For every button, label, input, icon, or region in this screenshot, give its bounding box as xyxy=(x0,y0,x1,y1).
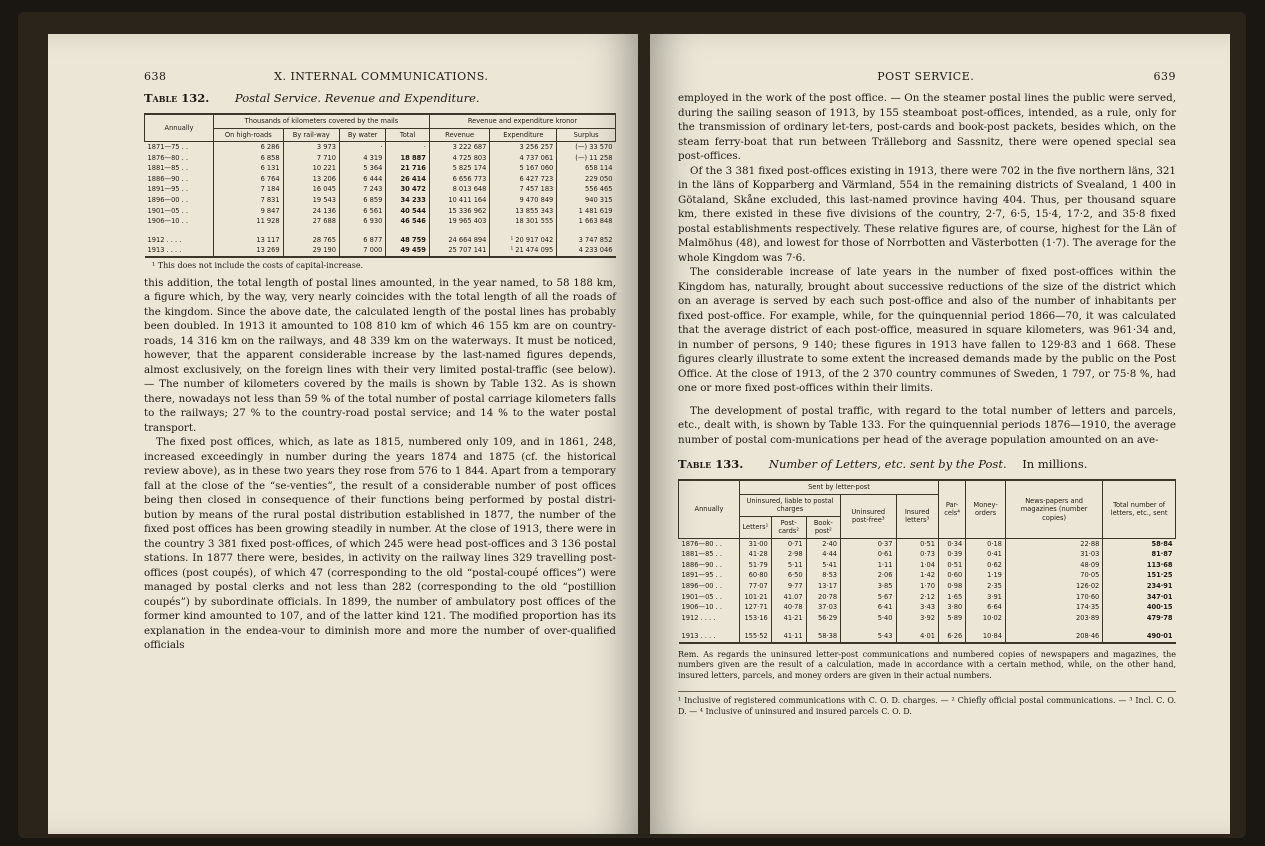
table-cell: 16 045 xyxy=(283,184,339,195)
table-cell: 3 222 687 xyxy=(429,142,489,153)
table-cell: 1·04 xyxy=(896,560,938,571)
table-cell: 26 414 xyxy=(386,174,430,185)
table-cell: 126·02 xyxy=(1005,581,1102,592)
table-cell: 3·80 xyxy=(938,602,965,613)
table-cell: 940 315 xyxy=(557,195,616,206)
table-cell: 3 256 257 xyxy=(490,142,557,153)
table-cell: 6 656 773 xyxy=(429,174,489,185)
table-cell: 13 269 xyxy=(214,245,284,257)
table-cell: 1886—90 . . xyxy=(147,173,188,183)
table-132-title xyxy=(144,91,616,105)
table-cell: 7 831 xyxy=(214,195,284,206)
table-cell: 22·88 xyxy=(1005,538,1102,549)
table-cell: 13 855 343 xyxy=(490,206,557,217)
table-row xyxy=(145,184,616,195)
left-paragraph-1: this addition, the total length of postal lines amounted, in the year named, to 58 188 km, a figure which, by the way, very nearly coincides with the total length of all the roads of the kingdom. Since the above date, the calculated length of the postal lines has probably been doubled. In 1913 it amounted to 108 810 km of which 46 155 km are on country-roads, 14 316 km on the railways, and 48 339 km on the waterways. It must be noticed, however, that the apparent considerable increase by the last-named figures depends, almost exclusively, on the foreign lines with their very limited postal-traffic (see below). — The number of kilometers covered by the mails is shown by Table 132. As is shown there, nowadays not less than 59 % of the total number of postal carriage kilometers falls to the railways; 27 % to the country-road postal service; and 14 % to the water postal transport. xyxy=(144,276,616,434)
table-cell: 0·39 xyxy=(938,549,965,560)
table-cell: 10·02 xyxy=(966,613,1006,624)
table-cell: 15 336 962 xyxy=(429,206,489,217)
table-cell: 4 233 046 xyxy=(557,245,616,257)
table-cell: 1·70 xyxy=(896,581,938,592)
table-133-caption: Number of Letters, etc. sent by the Post. xyxy=(768,457,1007,471)
right-paragraph-2: Of the 3 381 fixed post-offices existing in 1913, there were 702 in the five northern läns, 321 in the läns of Kopparberg and Värmland, 554 in the remaining districts of Svealand, 1 400 in Götaland, Skåne excluded, this last-named province having 404. Thus, per thousand square km, there existed in these five divisions of the country, 2·7, 6·5, 15·4, 17·2, and 35·8 fixed postal establishments respectively. These relative figures are, of course, highest for the Län of Malmöhus (48), and lowest for those of Norrbotten and Västerbotten (1·7). The average for the whole Kingdom was 7·6. xyxy=(678,164,1176,264)
table-cell: 1876—80 . . xyxy=(147,152,188,162)
col-water: By water xyxy=(339,128,385,142)
table-cell: 203·89 xyxy=(1005,613,1102,624)
table-cell: 5·67 xyxy=(841,592,896,603)
row-spacer xyxy=(145,227,616,235)
table-row xyxy=(145,195,616,206)
table-cell: 1·65 xyxy=(938,592,965,603)
table-cell: 18 301 555 xyxy=(490,216,557,227)
table-cell: 10 221 xyxy=(283,163,339,174)
col-group-revenue: Revenue and expenditure kronor xyxy=(429,114,615,128)
col-railway: By rail-way xyxy=(283,128,339,142)
table-cell: 0·34 xyxy=(938,538,965,549)
table-cell: 29 190 xyxy=(283,245,339,257)
table-cell: 1 663 848 xyxy=(557,216,616,227)
table-cell: 6·64 xyxy=(966,602,1006,613)
table-cell: 31·03 xyxy=(1005,549,1102,560)
table-cell: ¹ 20 917 042 xyxy=(490,235,557,246)
col-surplus: Surplus xyxy=(557,128,616,142)
table-cell: 3·43 xyxy=(896,602,938,613)
table-row xyxy=(145,216,616,227)
table-cell: 70·05 xyxy=(1005,570,1102,581)
table-cell: 46 546 xyxy=(386,216,430,227)
table-133-label: Table 133. xyxy=(678,457,744,471)
right-paragraph-1: employed in the work of the post office. — On the steamer postal lines the public were served, during the sailing season of 1913, by 155 steamboat post-offices, intended, as a rule, only for the transmission of ordinary let-ters, post-cards and book-post packets, besides which, on the steam ferry-boat that run between Trälleborg and Sassnitz, there were opened special sea post-offices. xyxy=(678,92,1176,162)
table-cell: 34 233 xyxy=(386,195,430,206)
table-cell: 400·15 xyxy=(1103,602,1176,613)
table-133-unit: In millions. xyxy=(1022,457,1088,471)
table-cell: 18 887 xyxy=(386,153,430,164)
table-row xyxy=(145,174,616,185)
col-revenue: Revenue xyxy=(429,128,489,142)
table-row xyxy=(145,235,616,246)
left-running-head xyxy=(144,70,616,83)
table-cell: 3·91 xyxy=(966,592,1006,603)
table-cell: 1876—80 . . xyxy=(681,538,722,548)
table-row xyxy=(679,570,1176,581)
table-cell: 1886—90 . . xyxy=(681,559,722,569)
table-cell: 6 930 xyxy=(339,216,385,227)
table-cell: 1906—10 . . xyxy=(681,602,722,612)
table-cell: 41.07 xyxy=(771,592,806,603)
table-cell: 6 859 xyxy=(339,195,385,206)
table-cell: 77·07 xyxy=(740,581,772,592)
col-annually: Annually xyxy=(145,114,214,142)
table-cell: 0·71 xyxy=(771,538,806,549)
table-cell: 174·35 xyxy=(1005,602,1102,613)
table-cell: 9·77 xyxy=(771,581,806,592)
table-cell: 2·40 xyxy=(806,538,840,549)
table-row xyxy=(679,560,1176,571)
table-cell: 1912 . . . . xyxy=(681,612,716,622)
table-cell: 3·92 xyxy=(896,613,938,624)
table-cell: 7 243 xyxy=(339,184,385,195)
table-row xyxy=(679,631,1176,643)
table-cell: 1871—75 . . xyxy=(147,142,188,152)
table-cell: (—) 33 570 xyxy=(557,142,616,153)
table-cell: 151·25 xyxy=(1103,570,1176,581)
table-132-caption: Postal Service. Revenue and Expenditure. xyxy=(234,91,480,105)
table-cell: 0·62 xyxy=(966,560,1006,571)
table-cell: 0·61 xyxy=(841,549,896,560)
table-cell: 30 472 xyxy=(386,184,430,195)
left-chapter-title: X. INTERNAL COMMUNICATIONS. xyxy=(274,70,489,83)
table-cell: 6 561 xyxy=(339,206,385,217)
table-133 xyxy=(678,479,1176,644)
table-cell: · xyxy=(339,142,385,153)
table-cell: 20·78 xyxy=(806,592,840,603)
table-row xyxy=(679,613,1176,624)
table-cell: 41·11 xyxy=(771,631,806,643)
table-cell: 24 136 xyxy=(283,206,339,217)
col-highroads: On high-roads xyxy=(214,128,284,142)
table-cell: 41·28 xyxy=(740,549,772,560)
table-cell: 3 747 852 xyxy=(557,235,616,246)
table-row xyxy=(679,592,1176,603)
table-cell: 6 444 xyxy=(339,174,385,185)
table-cell: 208·46 xyxy=(1005,631,1102,643)
table-cell: 153·16 xyxy=(740,613,772,624)
table-cell: 0·51 xyxy=(938,560,965,571)
table-cell: 0·51 xyxy=(896,538,938,549)
table-cell: 0·18 xyxy=(966,538,1006,549)
table-cell: 7 000 xyxy=(339,245,385,257)
table-cell: 6 764 xyxy=(214,174,284,185)
table-cell: 0·37 xyxy=(841,538,896,549)
col-letters: Letters¹ xyxy=(740,516,772,538)
table-133-remark: Rem. As regards the uninsured letter-post communications and numbered copies of newspapers and magazines, the numbers given are the result of a calculation, made in accordance with a certain method, while, on the other hand, insured letters, parcels, and money orders are given in their actual numbers. xyxy=(678,649,1176,680)
left-page-number: 638 xyxy=(144,70,167,83)
table-cell: · xyxy=(386,142,430,153)
table-row xyxy=(145,245,616,257)
table-cell: 58·84 xyxy=(1103,538,1176,549)
col-expenditure: Expenditure xyxy=(490,128,557,142)
table-133-title xyxy=(678,457,1176,471)
table-cell: 4 737 061 xyxy=(490,153,557,164)
table-cell: 658 114 xyxy=(557,163,616,174)
table-row xyxy=(145,163,616,174)
table-cell: 2·35 xyxy=(966,581,1006,592)
table-cell: 4·01 xyxy=(896,631,938,643)
table-cell: 19 965 403 xyxy=(429,216,489,227)
table-cell: 6·26 xyxy=(938,631,965,643)
col-parcels: Par-cels⁴ xyxy=(938,480,965,538)
table-cell: 5·43 xyxy=(841,631,896,643)
table-132-footnote: ¹ This does not include the costs of capital-increase. xyxy=(152,260,364,270)
table-row xyxy=(679,538,1176,549)
table-cell: 1·11 xyxy=(841,560,896,571)
table-cell: 5 825 174 xyxy=(429,163,489,174)
col-money-orders: Money-orders xyxy=(966,480,1006,538)
table-cell: 5 167 060 xyxy=(490,163,557,174)
table-cell: 56·29 xyxy=(806,613,840,624)
table-cell: (—) 11 258 xyxy=(557,153,616,164)
table-cell: 7 457 183 xyxy=(490,184,557,195)
table-cell: 8·53 xyxy=(806,570,840,581)
col-group-sent: Sent by letter-post xyxy=(740,480,939,494)
col-group-kilometers: Thousands of kilometers covered by the mails xyxy=(214,114,430,128)
table-cell: 6 131 xyxy=(214,163,284,174)
table-cell: 60·80 xyxy=(740,570,772,581)
table-cell: 5·11 xyxy=(771,560,806,571)
table-cell: 40·78 xyxy=(771,602,806,613)
right-page xyxy=(650,34,1230,834)
table-cell: 58·38 xyxy=(806,631,840,643)
table-cell: 24 664 894 xyxy=(429,235,489,246)
table-row xyxy=(145,153,616,164)
table-cell: 1912 . . . . xyxy=(147,234,182,244)
table-cell: 49 459 xyxy=(386,245,430,257)
table-cell: 113·68 xyxy=(1103,560,1176,571)
table-cell: 4·44 xyxy=(806,549,840,560)
table-cell: 11 928 xyxy=(214,216,284,227)
table-cell: ¹ 21 474 095 xyxy=(490,245,557,257)
table-cell: 1901—05 . . xyxy=(147,205,188,215)
table-cell: 41·21 xyxy=(771,613,806,624)
table-cell: 4 319 xyxy=(339,153,385,164)
col-postfree: Uninsured post-free³ xyxy=(841,494,896,538)
table-cell: 0·73 xyxy=(896,549,938,560)
row-spacer xyxy=(679,623,1176,631)
table-cell: 25 707 141 xyxy=(429,245,489,257)
right-page-number: 639 xyxy=(1153,70,1176,83)
table-cell: 21 716 xyxy=(386,163,430,174)
table-cell: 48 759 xyxy=(386,235,430,246)
table-cell: 5 364 xyxy=(339,163,385,174)
table-cell: 13·17 xyxy=(806,581,840,592)
table-row xyxy=(679,602,1176,613)
table-cell: 0·98 xyxy=(938,581,965,592)
table-cell: 3 973 xyxy=(283,142,339,153)
table-cell: 13 206 xyxy=(283,174,339,185)
table-cell: 0·60 xyxy=(938,570,965,581)
table-cell: 6·41 xyxy=(841,602,896,613)
right-chapter-title: POST SERVICE. xyxy=(877,70,975,83)
table-cell: 10·84 xyxy=(966,631,1006,643)
table-cell: 28 765 xyxy=(283,235,339,246)
table-cell: 9 847 xyxy=(214,206,284,217)
table-cell: 5·89 xyxy=(938,613,965,624)
table-cell: 479·78 xyxy=(1103,613,1176,624)
table-132 xyxy=(144,113,616,258)
table-cell: 6 877 xyxy=(339,235,385,246)
table-cell: 229 050 xyxy=(557,174,616,185)
table-cell: 3·85 xyxy=(841,581,896,592)
left-page xyxy=(48,34,638,834)
col-group-uninsured: Uninsured, liable to postal charges xyxy=(740,494,841,516)
table-cell: 2·06 xyxy=(841,570,896,581)
table-cell: 1891—95 . . xyxy=(147,184,188,194)
table-cell: 81·87 xyxy=(1103,549,1176,560)
table-cell: 1881—85 . . xyxy=(147,163,188,173)
table-cell: 2·12 xyxy=(896,592,938,603)
table-cell: 0·41 xyxy=(966,549,1006,560)
col-total: Total xyxy=(386,128,430,142)
table-cell: 170·60 xyxy=(1005,592,1102,603)
table-cell: 5·40 xyxy=(841,613,896,624)
col-newspapers: News-papers and magazines (number copies) xyxy=(1005,480,1102,538)
col-bookpost: Book-post² xyxy=(806,516,840,538)
right-paragraph-4: The development of postal traffic, with regard to the total number of letters and parcels, etc., dealt with, is shown by Table 133. For the quinquennial periods 1876—1910, the average number of postal com-munications per head of the average population amounted on an ave- xyxy=(678,404,1176,446)
right-footnotes: ¹ Inclusive of registered communications with C. O. D. charges. — ² Chiefly official postal communications. — ³ Incl. C. O. D. — ⁴ Inclusive of uninsured and insured parcels C. O. D. xyxy=(678,691,1176,717)
table-cell: 1913 . . . . xyxy=(147,245,182,255)
table-cell: 8 013 648 xyxy=(429,184,489,195)
table-cell: 1906—10 . . xyxy=(147,216,188,226)
table-cell: 155·52 xyxy=(740,631,772,643)
table-cell: 7 710 xyxy=(283,153,339,164)
table-cell: 127·71 xyxy=(740,602,772,613)
table-cell: 27 688 xyxy=(283,216,339,227)
table-cell: 7 184 xyxy=(214,184,284,195)
table-cell: 1901—05 . . xyxy=(681,591,722,601)
table-132-label: Table 132. xyxy=(144,91,210,105)
table-cell: 51·79 xyxy=(740,560,772,571)
right-paragraph-3: The considerable increase of late years in the number of fixed post-offices within the Kingdom has, naturally, brought about successive reductions of the size of the district which on an average is served by each such post-office and also of the number of inhabitants per fixed post-office. For example, while, for the quinquennial period 1866—70, it was calculated that the average district of each post-office, measured in square kilometers, was 961·34 and, in number of persons, 9 140; these figures in 1913 have fallen to 129·83 and 1 668. These figures clearly illustrate to some extent the increased demands made by the public on the Post Office. At the close of 1913, of the 2 370 country communes of Sweden, 1 797, or 75·8 %, had one or more fixed post-offices within their limits. xyxy=(678,266,1176,394)
table-cell: 1·42 xyxy=(896,570,938,581)
table-cell: 13 117 xyxy=(214,235,284,246)
table-cell: 48·09 xyxy=(1005,560,1102,571)
table-cell: 10 411 164 xyxy=(429,195,489,206)
right-running-head xyxy=(678,70,1176,83)
table-cell: 556 465 xyxy=(557,184,616,195)
table-row xyxy=(679,581,1176,592)
table-cell: 1896—00 . . xyxy=(681,580,722,590)
table-cell: 40 544 xyxy=(386,206,430,217)
table-cell: 2·98 xyxy=(771,549,806,560)
table-cell: 490·01 xyxy=(1103,631,1176,643)
table-row xyxy=(145,206,616,217)
table-cell: 234·91 xyxy=(1103,581,1176,592)
col-total-sent: Total number of letters, etc., sent xyxy=(1103,480,1176,538)
table-cell: 5·41 xyxy=(806,560,840,571)
table-cell: 19 543 xyxy=(283,195,339,206)
col-postcards: Post-cards² xyxy=(771,516,806,538)
table-cell: 1896—00 . . xyxy=(147,195,188,204)
table-cell: 1913 . . . . xyxy=(681,631,716,641)
col-annually-133: Annually xyxy=(679,480,740,538)
table-cell: 9 470 849 xyxy=(490,195,557,206)
table-cell: 4 725 803 xyxy=(429,153,489,164)
table-cell: 6 427 723 xyxy=(490,174,557,185)
table-cell: 1 481 619 xyxy=(557,206,616,217)
table-cell: 31·00 xyxy=(740,538,772,549)
table-cell: 347·01 xyxy=(1103,592,1176,603)
left-paragraph-2: The fixed post offices, which, as late as 1815, numbered only 109, and in 1861, 248, increased exceedingly in number during the years 1874 and 1875 (cf. the historical review above), as in these two years they rose from 576 to 1 844. Apart from a temporary fall at the close of the “se-venties”, the result of a considerable number of post offices being then closed in consequence of their functions being performed by postal distri-bution by means of the rural postal distribution established in 1877, the number of the fixed post offices has been growing steadily in number. At the close of 1913, there were in the country 3 381 fixed post-offices, of which 245 were head post-offices and 3 136 postal stations. In 1877 there were, besides, in activity on the railway lines 329 travelling post-offices (post coupés), of which 47 (corresponding to the old “postal-coupé offices”) were managed by postal clerks and not less than 282 (corresponding to the old “postillion coupés”) by subordinate officials. In 1899, the number of ambulatory post offices of the former kind amounted to 107, and of the latter kind 121. The modified proportion has its explanation in the endea-vour to diminish more and more the number of over-qualified officials xyxy=(144,436,616,652)
table-row xyxy=(145,142,616,153)
table-cell: 6 286 xyxy=(214,142,284,153)
table-cell: 1891—95 . . xyxy=(681,570,722,580)
book-spread xyxy=(18,12,1246,838)
table-cell: 37·03 xyxy=(806,602,840,613)
table-row xyxy=(679,549,1176,560)
table-cell: 1·19 xyxy=(966,570,1006,581)
table-cell: 1881—85 . . xyxy=(681,549,722,559)
table-cell: 101·21 xyxy=(740,592,772,603)
col-insured: Insured letters³ xyxy=(896,494,938,538)
table-cell: 6·50 xyxy=(771,570,806,581)
table-cell: 6 858 xyxy=(214,153,284,164)
